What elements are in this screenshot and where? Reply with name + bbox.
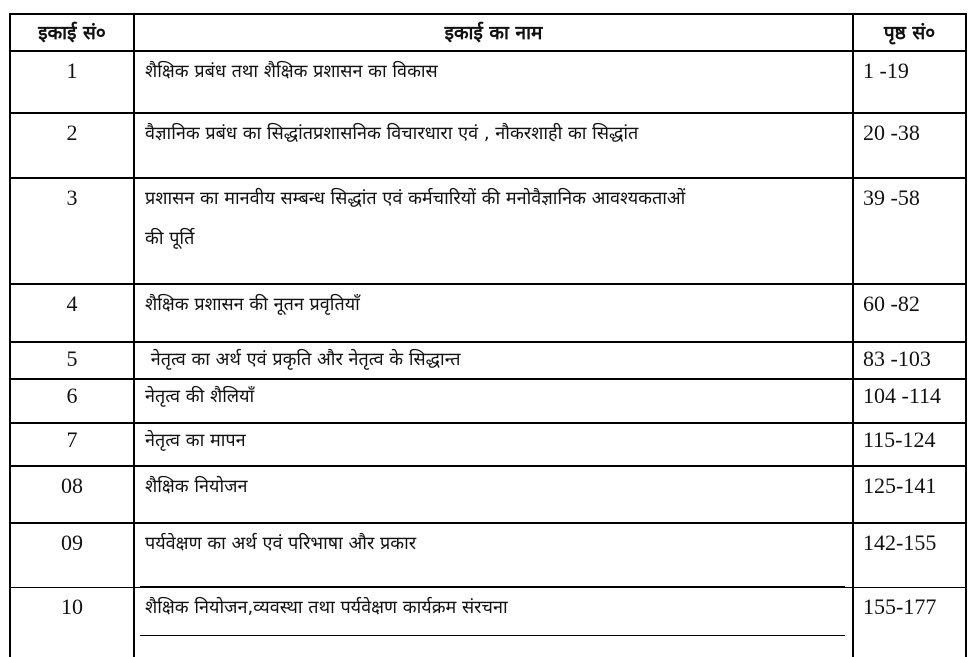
unit-number: 3 xyxy=(66,185,78,210)
table-row xyxy=(9,283,967,341)
unit-title: वैज्ञानिक प्रबंध का सिद्धांतप्रशासनिक विचारधारा एवं , नौकरशाही का सिद्धांत xyxy=(145,123,639,144)
unit-title: शैक्षिक प्रशासन की नूतन प्रवृतियाँ xyxy=(145,294,360,315)
page-range: 20 -38 xyxy=(863,120,920,145)
page-range: 39 -58 xyxy=(863,185,920,210)
page-range: 60 -82 xyxy=(863,291,920,316)
unit-title: नेतृत्व की शैलियाँ xyxy=(145,386,255,407)
table-row xyxy=(9,50,967,112)
page-range: 142-155 xyxy=(863,530,937,555)
unit-number: 5 xyxy=(66,346,78,371)
unit-number: 09 xyxy=(61,530,83,555)
unit-title: शैक्षिक नियोजन,व्यवस्था तथा पर्यवेक्षण कार्यक्रम संरचना xyxy=(145,597,508,618)
table-row xyxy=(9,587,967,657)
page-range: 83 -103 xyxy=(863,346,931,371)
page-range: 1 -19 xyxy=(863,58,909,83)
page-range: 104 -114 xyxy=(863,383,942,408)
table-row xyxy=(9,378,967,422)
unit-number: 1 xyxy=(66,58,78,83)
table-row xyxy=(9,341,967,378)
table-row xyxy=(9,465,967,522)
unit-number: 4 xyxy=(66,291,78,316)
unit-title: प्रशासन का मानवीय सम्बन्ध सिद्धांत एवं कर्मचारियों की मनोवैज्ञानिक आवश्यकताओं xyxy=(145,188,686,209)
page-range: 115-124 xyxy=(863,427,936,452)
header-page-no: पृष्ठ सं० xyxy=(852,15,967,50)
unit-title: शैक्षिक प्रबंध तथा शैक्षिक प्रशासन का विकास xyxy=(145,61,438,82)
unit-title: नेतृत्व का अर्थ एवं प्रकृति और नेतृत्व के सिद्धान्त xyxy=(145,349,461,370)
page-range: 155-177 xyxy=(863,594,937,619)
unit-title: शैक्षिक नियोजन xyxy=(145,476,248,497)
unit-number: 2 xyxy=(66,120,78,145)
unit-number: 10 xyxy=(61,594,83,619)
unit-title-line2: की पूर्ति xyxy=(145,228,195,249)
table-header-row xyxy=(9,13,967,50)
table-row xyxy=(9,422,967,465)
header-unit-name: इकाई का नाम xyxy=(133,15,852,50)
unit-number: 7 xyxy=(66,427,78,452)
row10-bottom-rule xyxy=(140,635,845,636)
row10-top-rule xyxy=(140,586,845,588)
unit-title: पर्यवेक्षण का अर्थ एवं परिभाषा और प्रकार xyxy=(145,533,417,554)
unit-title: नेतृत्व का मापन xyxy=(145,430,246,451)
table-row xyxy=(9,522,967,587)
unit-number: 08 xyxy=(61,473,83,498)
table-row xyxy=(9,177,967,283)
header-unit-no: इकाई सं० xyxy=(9,15,133,50)
page-range: 125-141 xyxy=(863,473,937,498)
table-row xyxy=(9,112,967,177)
unit-number: 6 xyxy=(66,383,78,408)
